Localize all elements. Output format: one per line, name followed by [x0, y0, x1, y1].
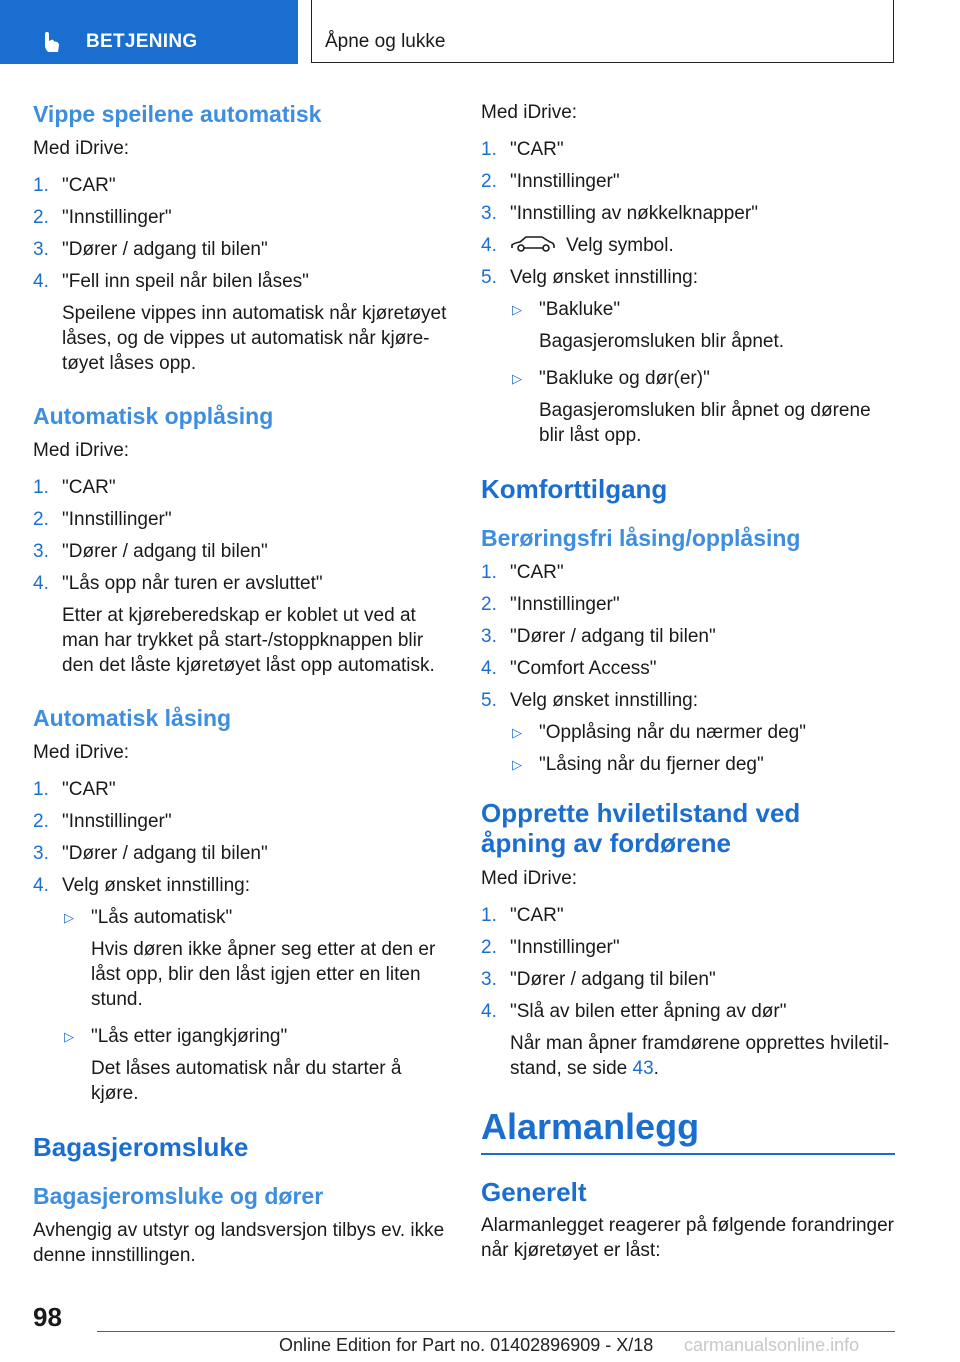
heading-line: åpning av fordørene	[481, 828, 731, 858]
step-text: Velg ønsket innstilling:	[510, 690, 698, 711]
list-item	[481, 592, 895, 617]
triangle-bullet-icon: ▷	[512, 757, 522, 772]
list-item	[481, 688, 895, 713]
chapter-header	[311, 0, 894, 63]
step-text: "CAR"	[510, 562, 564, 583]
step-number: 2.	[33, 811, 49, 832]
step-text: Velg ønsket innstilling:	[62, 875, 250, 896]
desc-text: .	[653, 1058, 659, 1079]
watermark: carmanualsonline.info	[684, 1335, 860, 1355]
step-text: "CAR"	[62, 779, 116, 800]
step-text: "CAR"	[510, 905, 564, 926]
step-number: 3.	[33, 541, 49, 562]
step-number: 2.	[481, 171, 497, 192]
option-text: "Låsing når du fjerner deg"	[539, 754, 764, 775]
list-item	[33, 571, 451, 596]
step-text: "Innstillinger"	[62, 207, 172, 228]
option-description: Bagasjeromsluken blir åpnet og dørene blir låst opp.	[539, 400, 871, 446]
list-item	[33, 507, 451, 532]
step-description: Speilene vippes inn automatisk når kjøretøyet låses, og de vippes ut automatisk når kjøre-tøyet låses opp.	[62, 303, 447, 374]
step-text: "Innstillinger"	[510, 594, 620, 615]
step-text: "CAR"	[62, 477, 116, 498]
step-number: 3.	[481, 626, 497, 647]
step-text: "Lås opp når turen er avsluttet"	[62, 573, 323, 594]
step-text: "Innstillinger"	[62, 811, 172, 832]
list-item	[33, 205, 451, 230]
heading-alarmanlegg: Alarmanlegg	[481, 1106, 700, 1147]
triangle-bullet-icon: ▷	[512, 725, 522, 740]
step-text: "Comfort Access"	[510, 658, 657, 679]
triangle-bullet-icon: ▷	[64, 1029, 74, 1044]
option-description: Det låses automatisk når du starter å kjøre.	[91, 1058, 402, 1104]
page-link[interactable]: 43	[632, 1058, 654, 1079]
heading-vippe-speilene: Vippe speilene automatisk	[33, 101, 322, 127]
step-number: 2.	[33, 509, 49, 530]
body-text: Alarmanlegget reagerer på følgende forandringer når kjøretøyet er låst:	[481, 1215, 894, 1261]
intro-text: Med iDrive:	[33, 138, 130, 159]
option-item	[481, 297, 895, 322]
option-item	[33, 905, 451, 930]
list-item	[481, 903, 895, 928]
list-item	[481, 967, 895, 992]
step-text: Velg ønsket innstilling:	[510, 267, 698, 288]
step-number: 4.	[481, 1001, 497, 1022]
option-item	[33, 1024, 451, 1049]
heading-bagasjeromsluke-og-dorer: Bagasjeromsluke og dører	[33, 1183, 324, 1209]
triangle-bullet-icon: ▷	[64, 910, 74, 925]
step-number: 4.	[481, 658, 497, 679]
heading-bagasjeromsluke: Bagasjeromsluke	[33, 1132, 249, 1162]
step-number: 1.	[33, 477, 49, 498]
option-item	[481, 366, 895, 391]
heading-komforttilgang: Komforttilgang	[481, 474, 668, 504]
option-text: "Bakluke og dør(er)"	[539, 368, 710, 389]
list-item	[481, 560, 895, 585]
footer-rule	[97, 1331, 895, 1332]
intro-text: Med iDrive:	[33, 742, 130, 763]
body-text: Avhengig av utstyr og landsversjon tilbys ev. ikke denne innstillingen.	[33, 1220, 445, 1266]
list-item	[33, 539, 451, 564]
desc-text: Når man åpner framdørene opprettes hviletil-stand, se side	[510, 1033, 890, 1079]
step-text: "Dører / adgang til bilen"	[62, 843, 268, 864]
option-description: Bagasjeromsluken blir åpnet.	[539, 331, 785, 352]
step-number: 2.	[33, 207, 49, 228]
step-number: 1.	[481, 139, 497, 160]
step-number: 4.	[33, 875, 49, 896]
step-number: 5.	[481, 267, 497, 288]
footer-edition: Online Edition for Part no. 01402896909 - X/18	[279, 1335, 654, 1355]
list-item	[33, 809, 451, 834]
step-text: "Dører / adgang til bilen"	[510, 969, 716, 990]
list-item	[481, 233, 895, 258]
step-number: 5.	[481, 690, 497, 711]
list-item	[33, 475, 451, 500]
step-number: 1.	[33, 779, 49, 800]
step-number: 1.	[481, 905, 497, 926]
heading-opprette-hviletilstand	[481, 798, 895, 858]
list-item	[481, 265, 895, 290]
list-item	[481, 169, 895, 194]
step-text: "CAR"	[510, 139, 564, 160]
list-item	[33, 173, 451, 198]
step-text: "Innstillinger"	[62, 509, 172, 530]
step-number: 1.	[481, 562, 497, 583]
intro-text: Med iDrive:	[481, 102, 578, 123]
heading-generelt: Generelt	[481, 1177, 587, 1207]
step-text: "Innstilling av nøkkelknapper"	[510, 203, 758, 224]
step-number: 4.	[481, 235, 497, 256]
heading-automatisk-opplasing: Automatisk opplåsing	[33, 403, 274, 429]
step-description	[481, 1031, 895, 1081]
step-text: "Dører / adgang til bilen"	[510, 626, 716, 647]
option-item	[481, 720, 895, 745]
option-description: Hvis døren ikke åpner seg etter at den er låst opp, blir den låst igjen etter en liten stund.	[91, 939, 436, 1010]
step-text: Velg symbol.	[566, 235, 674, 256]
step-number: 3.	[481, 203, 497, 224]
step-text: "Dører / adgang til bilen"	[62, 239, 268, 260]
hand-pointer-icon	[40, 28, 66, 54]
step-number: 1.	[33, 175, 49, 196]
car-icon	[510, 235, 556, 253]
section-label: BETJENING	[86, 31, 198, 52]
option-text: "Lås etter igangkjøring"	[91, 1026, 288, 1047]
step-text: "Fell inn speil når bilen låses"	[62, 271, 309, 292]
list-item	[481, 935, 895, 960]
page-number: 98	[33, 1302, 62, 1332]
option-item	[481, 752, 895, 777]
step-text: "Innstillinger"	[510, 937, 620, 958]
triangle-bullet-icon: ▷	[512, 371, 522, 386]
chapter-label: Åpne og lukke	[325, 31, 446, 52]
intro-text: Med iDrive:	[33, 440, 130, 461]
step-text: "CAR"	[62, 175, 116, 196]
heading-line: Opprette hviletilstand ved	[481, 798, 801, 828]
step-number: 3.	[33, 843, 49, 864]
list-item	[481, 624, 895, 649]
step-number: 3.	[481, 969, 497, 990]
list-item	[33, 269, 451, 294]
right-column	[481, 100, 895, 1275]
triangle-bullet-icon: ▷	[512, 302, 522, 317]
list-item	[481, 656, 895, 681]
list-item	[481, 201, 895, 226]
step-number: 4.	[33, 573, 49, 594]
step-text: "Slå av bilen etter åpning av dør"	[510, 1001, 787, 1022]
heading-rule	[481, 1153, 895, 1155]
list-item	[33, 873, 451, 898]
left-column	[33, 100, 451, 1280]
step-number: 3.	[33, 239, 49, 260]
step-description: Etter at kjøreberedskap er koblet ut ved at man har trykket på start-/stoppknappen blir den det låste kjøretøyet låst opp automatisk.	[62, 605, 435, 676]
step-number: 4.	[33, 271, 49, 292]
list-item	[481, 137, 895, 162]
step-number: 2.	[481, 937, 497, 958]
option-text: "Bakluke"	[539, 299, 621, 320]
list-item	[481, 999, 895, 1024]
step-text: "Innstillinger"	[510, 171, 620, 192]
list-item	[33, 777, 451, 802]
heading-beroringsfri-lasing: Berøringsfri låsing/opplåsing	[481, 525, 801, 551]
list-item	[33, 841, 451, 866]
section-tab	[0, 0, 298, 64]
intro-text: Med iDrive:	[481, 868, 578, 889]
list-item	[33, 237, 451, 262]
step-number: 2.	[481, 594, 497, 615]
option-text: "Opplåsing når du nærmer deg"	[539, 722, 806, 743]
option-text: "Lås automatisk"	[91, 907, 233, 928]
heading-automatisk-lasing: Automatisk låsing	[33, 705, 232, 731]
step-text: "Dører / adgang til bilen"	[62, 541, 268, 562]
